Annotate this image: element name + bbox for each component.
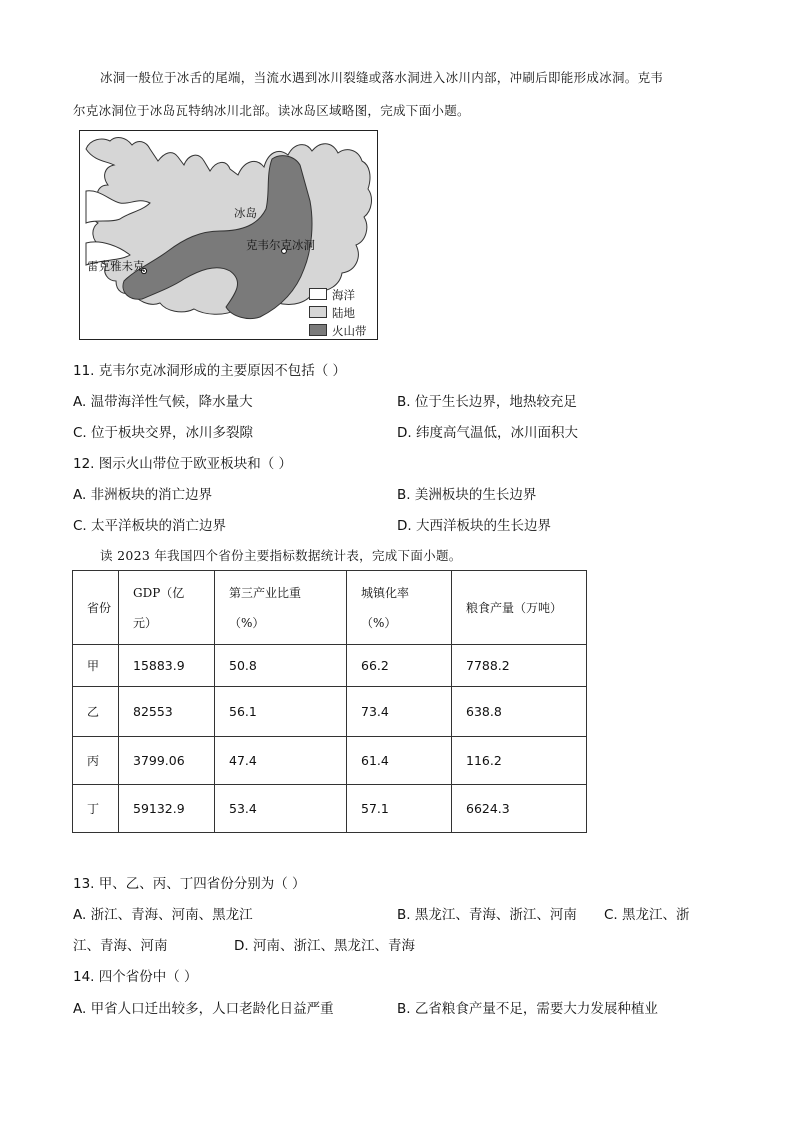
q12-option-a: A. 非洲板块的消亡边界 bbox=[73, 487, 213, 503]
header-grain: 粮食产量（万吨） bbox=[452, 571, 587, 645]
header-tertiary-line2: （%） bbox=[229, 615, 265, 630]
legend-land-swatch bbox=[309, 306, 327, 318]
cell-gdp: 3799.06 bbox=[119, 737, 215, 785]
intro-line-1: 冰洞一般位于冰舌的尾端，当流水遇到冰川裂缝或落水洞进入冰川内部，冲刷后即能形成冰洞。克韦 bbox=[100, 70, 664, 85]
cell-tertiary: 56.1 bbox=[215, 687, 347, 737]
row-name: 丙 bbox=[73, 737, 119, 785]
q14-option-b: B. 乙省粮食产量不足，需要大力发展种植业 bbox=[397, 1001, 658, 1017]
q13-option-c-part1: C. 黑龙江、浙 bbox=[604, 907, 690, 923]
map-label-reykjavik: 雷克雅未克 bbox=[87, 259, 145, 273]
cell-gdp: 59132.9 bbox=[119, 785, 215, 833]
legend-volcanic-swatch bbox=[309, 324, 327, 336]
header-urban-line2: （%） bbox=[361, 615, 397, 630]
table-row bbox=[73, 737, 587, 785]
cell-tertiary: 47.4 bbox=[215, 737, 347, 785]
header-urban bbox=[347, 571, 452, 645]
header-tertiary bbox=[215, 571, 347, 645]
q14-option-a: A. 甲省人口迁出较多，人口老龄化日益严重 bbox=[73, 1001, 334, 1017]
q12-option-d: D. 大西洋板块的生长边界 bbox=[397, 518, 551, 534]
q12-stem: 12. 图示火山带位于欧亚板块和（ ） bbox=[73, 456, 293, 472]
row-name: 丁 bbox=[73, 785, 119, 833]
cell-tertiary: 53.4 bbox=[215, 785, 347, 833]
cell-grain: 7788.2 bbox=[452, 645, 587, 687]
cell-gdp: 15883.9 bbox=[119, 645, 215, 687]
cell-gdp: 82553 bbox=[119, 687, 215, 737]
q13-option-b: B. 黑龙江、青海、浙江、河南 bbox=[397, 907, 577, 923]
q11-stem: 11. 克韦尔克冰洞形成的主要原因不包括（ ） bbox=[73, 363, 347, 379]
map-label-iceland: 冰岛 bbox=[234, 206, 257, 220]
table-row bbox=[73, 785, 587, 833]
row-name: 甲 bbox=[73, 645, 119, 687]
iceland-map bbox=[79, 130, 378, 340]
header-tertiary-line1: 第三产业比重 bbox=[229, 585, 302, 600]
map-label-cave: 克韦尔克冰洞 bbox=[246, 238, 315, 252]
q13-option-c-part2: 江、青海、河南 bbox=[73, 938, 168, 954]
header-gdp-line2: 元） bbox=[133, 615, 158, 630]
q11-option-c: C. 位于板块交界，冰川多裂隙 bbox=[73, 425, 254, 441]
q11-option-d: D. 纬度高气温低，冰川面积大 bbox=[397, 425, 578, 441]
cell-tertiary: 50.8 bbox=[215, 645, 347, 687]
header-urban-line1: 城镇化率 bbox=[361, 585, 410, 600]
cell-grain: 638.8 bbox=[452, 687, 587, 737]
q12-option-b: B. 美洲板块的生长边界 bbox=[397, 487, 537, 503]
q13-stem: 13. 甲、乙、丙、丁四省份分别为（ ） bbox=[73, 876, 306, 892]
table-row bbox=[73, 645, 587, 687]
row-name: 乙 bbox=[73, 687, 119, 737]
table-header-row bbox=[73, 571, 587, 645]
legend-ocean-swatch bbox=[309, 288, 327, 300]
cell-urban: 61.4 bbox=[347, 737, 452, 785]
cell-urban: 66.2 bbox=[347, 645, 452, 687]
q13-option-d: D. 河南、浙江、黑龙江、青海 bbox=[234, 938, 415, 954]
q11-option-a: A. 温带海洋性气候，降水量大 bbox=[73, 394, 253, 410]
cell-grain: 116.2 bbox=[452, 737, 587, 785]
q12-option-c: C. 太平洋板块的消亡边界 bbox=[73, 518, 227, 534]
header-gdp bbox=[119, 571, 215, 645]
legend-ocean-label: 海洋 bbox=[332, 288, 355, 302]
cell-grain: 6624.3 bbox=[452, 785, 587, 833]
cell-urban: 73.4 bbox=[347, 687, 452, 737]
province-stats-table bbox=[72, 570, 587, 833]
q13-option-a: A. 浙江、青海、河南、黑龙江 bbox=[73, 907, 253, 923]
q11-option-b: B. 位于生长边界，地热较充足 bbox=[397, 394, 577, 410]
q14-stem: 14. 四个省份中（ ） bbox=[73, 969, 198, 985]
header-province: 省份 bbox=[73, 571, 119, 645]
table-intro: 读 2023 年我国四个省份主要指标数据统计表，完成下面小题。 bbox=[100, 548, 462, 563]
legend-land-label: 陆地 bbox=[332, 306, 355, 320]
intro-line-2: 尔克冰洞位于冰岛瓦特纳冰川北部。读冰岛区域略图，完成下面小题。 bbox=[73, 103, 470, 118]
header-gdp-line1: GDP（亿 bbox=[133, 585, 185, 600]
cell-urban: 57.1 bbox=[347, 785, 452, 833]
legend-volcanic-label: 火山带 bbox=[332, 324, 367, 338]
table-row bbox=[73, 687, 587, 737]
